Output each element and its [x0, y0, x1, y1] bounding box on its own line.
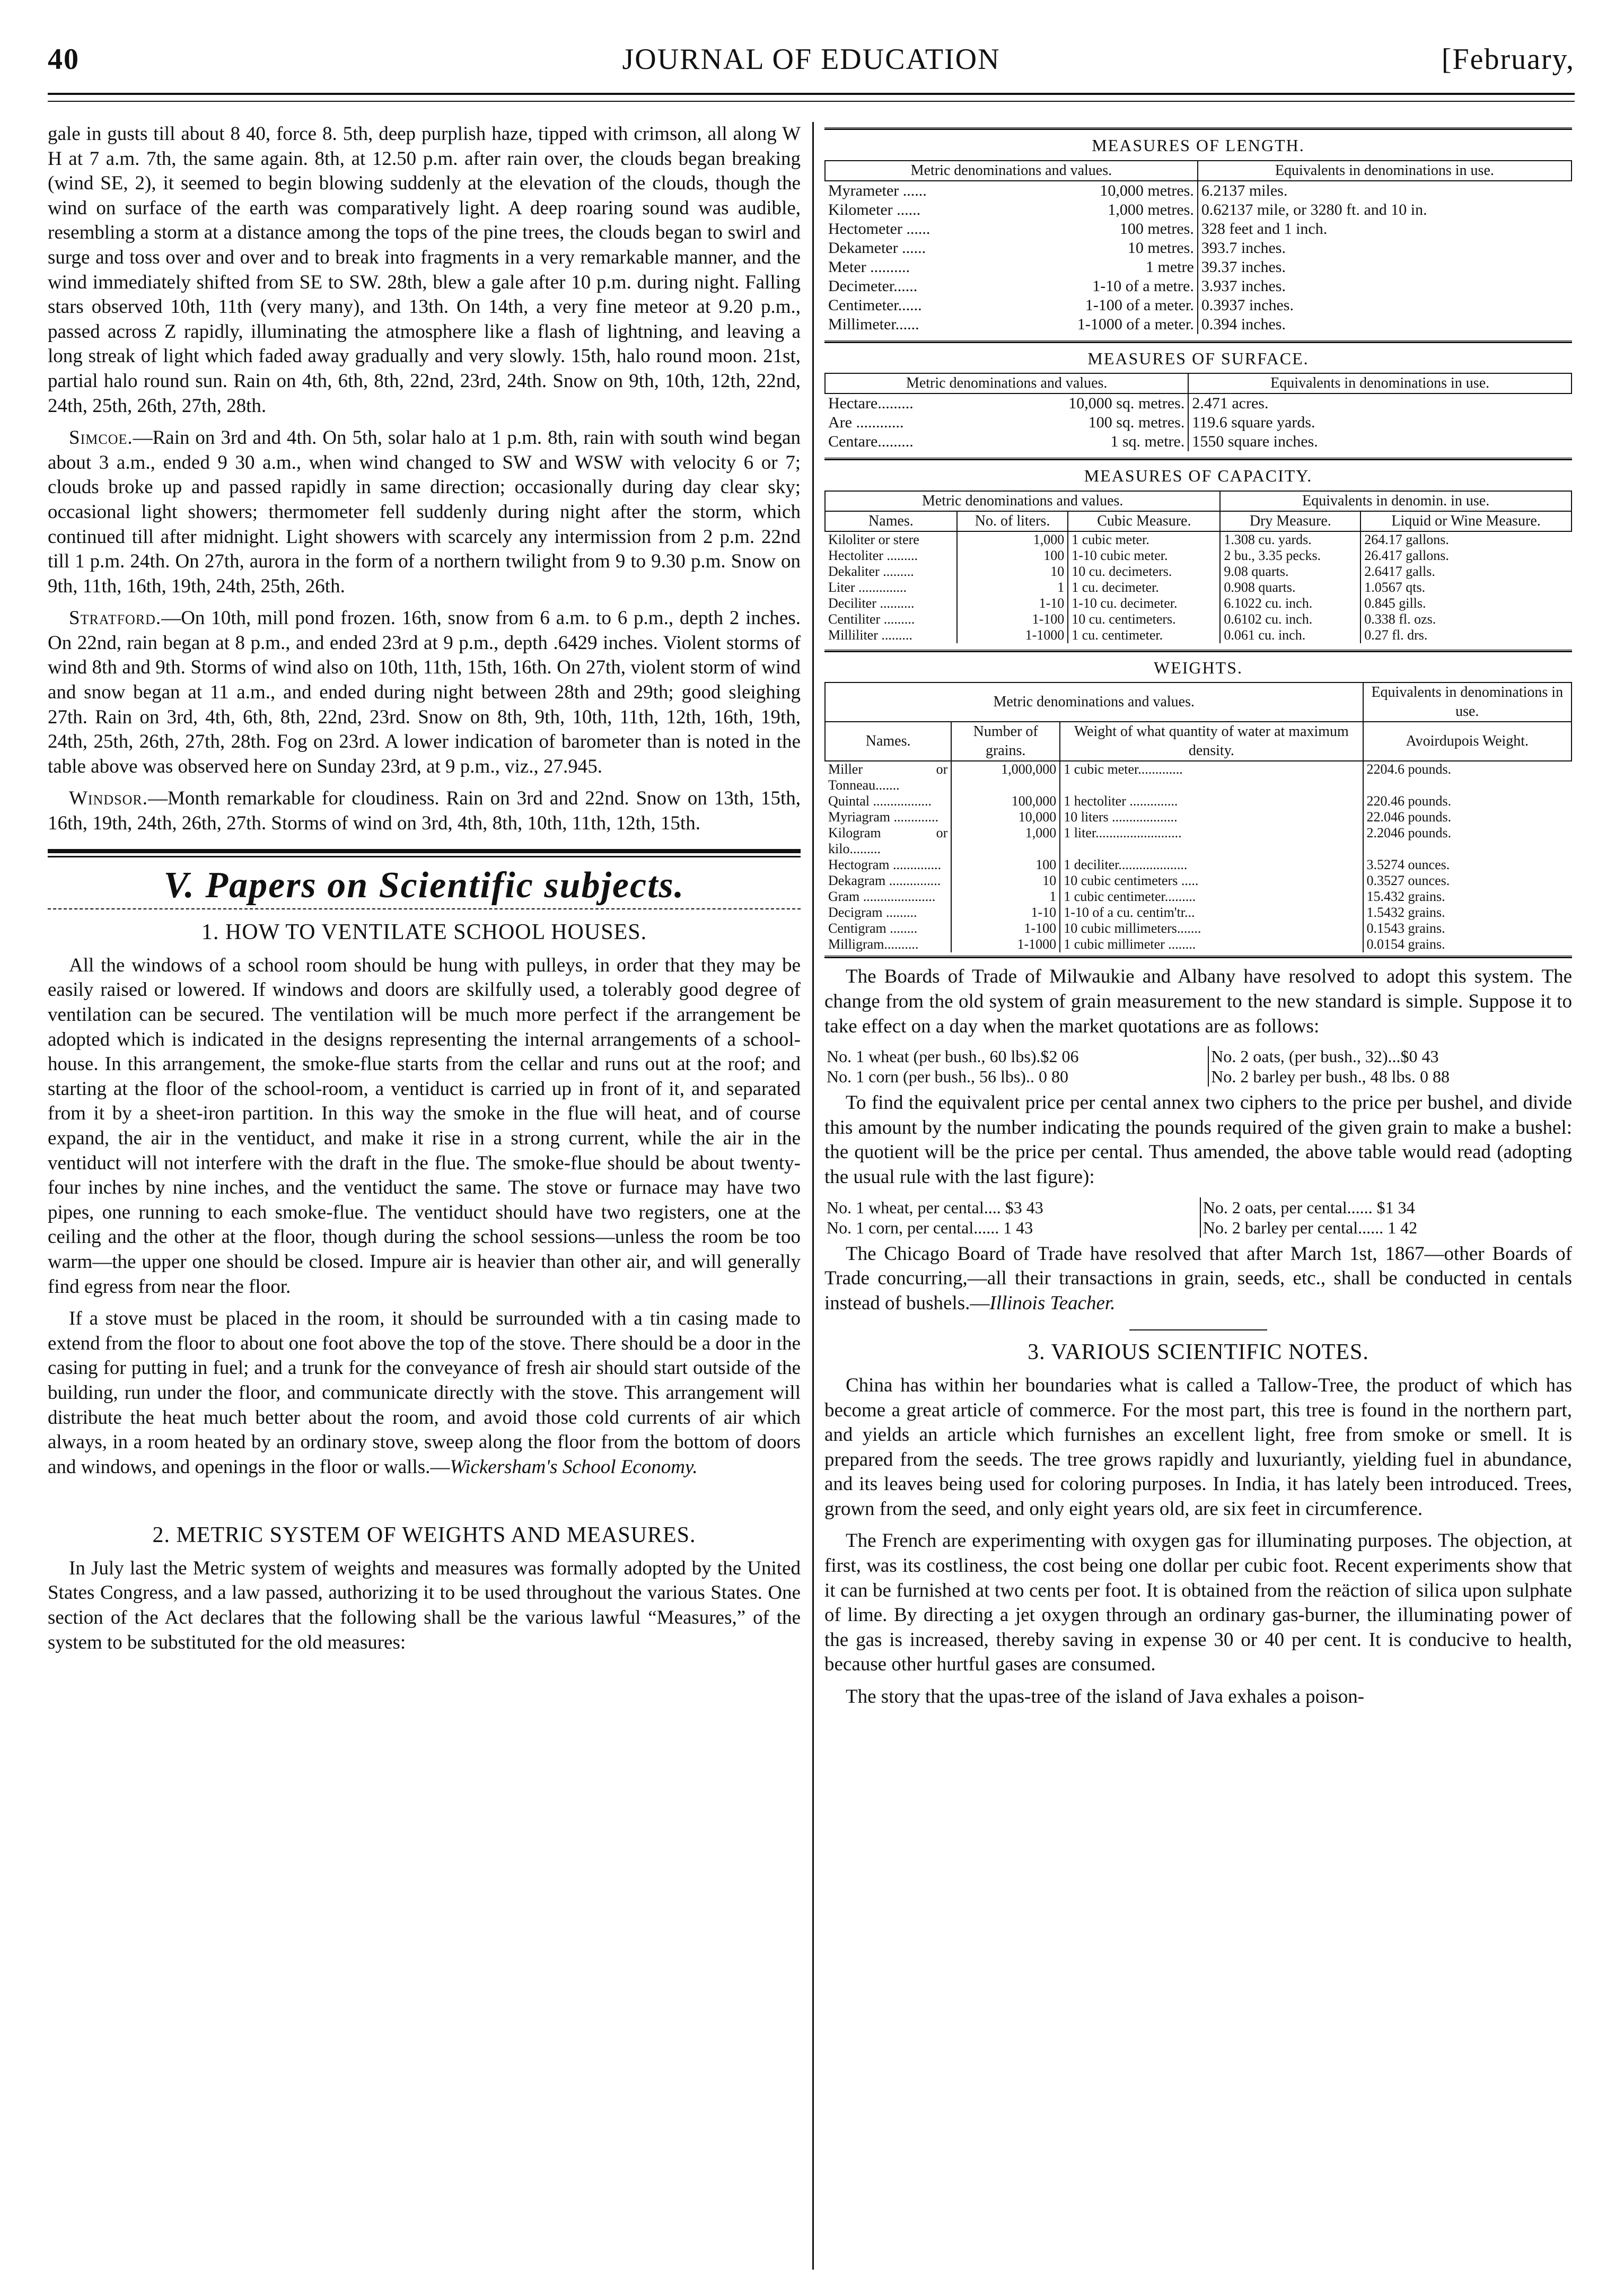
right-column — [824, 122, 1572, 1717]
length-unit-equivalent: 0.394 inches. — [1198, 315, 1572, 334]
surface-table — [824, 373, 1572, 451]
quotation-right: No. 2 oats, (per bush., 32)...$0 43 — [1208, 1046, 1572, 1066]
quotation-left: No. 1 corn, per cental...... 1 43 — [827, 1218, 1033, 1237]
weights-cell: 10,000 — [951, 809, 1060, 825]
surface-unit-name: Hectare......... — [828, 395, 914, 413]
stratford-text: —On 10th, mill pond frozen. 16th, snow from 6 a.m. to 6 p.m., depth 2 inches. On 22nd, rain began at 8 p.m., and ended 23rd at 9 p.m., depth .6429 inches. Violent storms of wind 8th and 9th. Storms of wind also on 10th, 11th, 15th, 16th. On 27th, violent storm of wind and snow began at 11 a.m., and ended during night between 28th and 29th; good sleighing 27th. Rain on 3rd, 4th, 6th, 8th, 22nd, 23rd. Snow on 8th, 9th, 10th, 11th, 12th, 16th, 19th, 24th, 25th, 26th, 27th, 28th. Fog on 23rd. A lower indication of barometer than is noted in the table above was observed here on Sunday 23rd, at 9 p.m., viz., 27.945. — [48, 607, 801, 777]
table-row — [825, 627, 1572, 643]
simcoe-paragraph — [48, 426, 801, 599]
length-unit-equivalent: 0.62137 mile, or 3280 ft. and 10 in. — [1198, 200, 1572, 220]
weights-cell: Quintal ................. — [828, 793, 932, 809]
weights-cell: Miller or Tonneau....... — [828, 761, 948, 793]
table-row — [825, 825, 1572, 857]
simcoe-label: Simcoe. — [69, 427, 133, 449]
length-header-equiv: Equivalents in denominations in use. — [1198, 161, 1572, 181]
length-unit-name: Meter .......... — [828, 258, 910, 276]
weights-column-header: Names. — [825, 722, 951, 761]
table-row — [825, 296, 1572, 315]
weights-table — [824, 682, 1572, 952]
stratford-label: Stratford. — [69, 607, 162, 629]
capacity-cell: Dekaliter ......... — [828, 563, 914, 579]
table-row — [825, 220, 1572, 239]
length-unit-name: Centimeter...... — [828, 296, 922, 314]
length-table — [824, 160, 1572, 334]
capacity-column-header: No. of liters. — [957, 511, 1068, 531]
capacity-cell: 0.6102 cu. inch. — [1220, 611, 1360, 627]
surface-unit-equivalent: 1550 square inches. — [1188, 432, 1572, 451]
surface-unit-value: 10,000 sq. metres. — [1068, 395, 1185, 413]
capacity-table-block — [824, 458, 1572, 643]
article-2-title: 2. METRIC SYSTEM OF WEIGHTS AND MEASURES. — [152, 1523, 696, 1548]
weights-cell: 100 — [951, 857, 1060, 873]
table-row — [825, 793, 1572, 809]
surface-table-block — [824, 340, 1572, 452]
article-3-paragraph: The story that the upas-tree of the island of Java exhales a poison- — [846, 1686, 1365, 1708]
weights-cell: Myriagram ............. — [828, 809, 938, 825]
capacity-cell: 1-10 cubic meter. — [1068, 548, 1220, 564]
weights-cell: 10 cubic centimeters ..... — [1060, 873, 1363, 889]
weights-cell: 2.2046 pounds. — [1363, 825, 1572, 857]
surface-header-metric: Metric denominations and values. — [825, 373, 1188, 393]
capacity-cell: 1 cubic meter. — [1068, 531, 1220, 548]
chicago-paragraph — [824, 1242, 1572, 1316]
weights-cell: 0.1543 grains. — [1363, 921, 1572, 936]
table-row — [825, 809, 1572, 825]
article-2-paragraph: In July last the Metric system of weights and measures was formally adopted by the United States Congress, and a law passed, authorizing it to be used throughout the various States. One section of the Act declares that the following shall be the various lawful “Measures,” of the system to be substituted for the old measures: — [48, 1557, 801, 1653]
surface-unit-equivalent: 119.6 square yards. — [1188, 413, 1572, 432]
length-unit-name: Hectometer ...... — [828, 220, 930, 238]
table-row — [825, 239, 1572, 258]
section-divider — [48, 849, 801, 857]
weights-cell: 1-10 of a cu. centim'tr... — [1060, 905, 1363, 921]
weights-cell: 1-100 — [951, 921, 1060, 936]
capacity-cell: Milliliter ......... — [828, 627, 912, 643]
table-row — [825, 548, 1572, 564]
weights-cell: 1-1000 — [951, 936, 1060, 952]
capacity-title: MEASURES OF CAPACITY. — [1084, 466, 1313, 486]
table-row — [825, 580, 1572, 596]
length-unit-value: 100 metres. — [1119, 220, 1194, 238]
capacity-cell: 10 cu. decimeters. — [1068, 564, 1220, 580]
weights-cell: 3.5274 ounces. — [1363, 857, 1572, 873]
length-unit-value: 10,000 metres. — [1100, 181, 1194, 199]
capacity-cell: Liter .............. — [828, 579, 907, 595]
surface-unit-value: 1 sq. metre. — [1110, 433, 1185, 451]
length-table-block — [824, 127, 1572, 334]
windsor-label: Windsor. — [69, 787, 148, 810]
weights-cell: Hectogram .............. — [828, 857, 942, 873]
article-divider — [1129, 1329, 1267, 1330]
weights-column-header: Weight of what quantity of water at maximum density. — [1060, 722, 1363, 761]
length-unit-equivalent: 0.3937 inches. — [1198, 296, 1572, 315]
article-1-paragraph — [48, 1307, 801, 1479]
weights-cell: 10 cubic millimeters....... — [1060, 921, 1363, 936]
windsor-paragraph — [48, 786, 801, 836]
wavy-divider — [48, 908, 801, 909]
capacity-cell: 2 bu., 3.35 pecks. — [1220, 548, 1360, 564]
capacity-cell: 1 — [957, 580, 1068, 596]
length-header-metric: Metric denominations and values. — [825, 161, 1198, 181]
table-row — [825, 315, 1572, 334]
weights-cell: Gram ..................... — [828, 889, 936, 905]
article-1-title: 1. HOW TO VENTILATE SCHOOL HOUSES. — [201, 920, 647, 945]
capacity-cell: 9.08 quarts. — [1220, 564, 1360, 580]
table-row — [825, 873, 1572, 889]
capacity-cell: 0.338 fl. ozs. — [1360, 611, 1572, 627]
header-rule-thin — [48, 101, 1575, 102]
capacity-cell: 6.1022 cu. inch. — [1220, 596, 1360, 611]
weights-cell: 1 cubic meter............. — [1060, 761, 1363, 793]
capacity-column-header: Cubic Measure. — [1068, 511, 1220, 531]
weights-cell: 220.46 pounds. — [1363, 793, 1572, 809]
surface-unit-name: Are ............ — [828, 414, 904, 432]
table-row — [825, 200, 1572, 220]
journal-title: JOURNAL OF EDUCATION — [622, 43, 1000, 76]
capacity-cell: 1-10 — [957, 596, 1068, 611]
surface-unit-name: Centare......... — [828, 433, 914, 451]
capacity-cell: 1-10 cu. decimeter. — [1068, 596, 1220, 611]
length-unit-value: 1,000 metres. — [1108, 200, 1194, 218]
capacity-cell: 1 cu. decimeter. — [1068, 580, 1220, 596]
capacity-column-header: Liquid or Wine Measure. — [1360, 511, 1572, 531]
quotation-right: No. 2 barley per bush., 48 lbs. 0 88 — [1208, 1066, 1572, 1087]
weights-column-header: Avoirdupois Weight. — [1363, 722, 1572, 761]
weights-cell: Dekagram ............... — [828, 873, 941, 889]
page-number: 40 — [48, 43, 80, 76]
length-unit-name: Millimeter...... — [828, 315, 919, 333]
table-row — [825, 889, 1572, 905]
weights-cell: Kilogram or kilo......... — [828, 825, 948, 857]
length-unit-equivalent: 39.37 inches. — [1198, 258, 1572, 277]
article-3-title: 3. VARIOUS SCIENTIFIC NOTES. — [1028, 1340, 1369, 1365]
capacity-cell: 0.845 gills. — [1360, 596, 1572, 611]
issue-month: [February, — [1441, 43, 1575, 76]
surface-header-equiv: Equivalents in denominations in use. — [1188, 373, 1572, 393]
capacity-cell: Kiloliter or stere — [828, 531, 919, 547]
quotation-row — [824, 1066, 1572, 1087]
weights-table-block — [824, 650, 1572, 959]
weights-title: WEIGHTS. — [1154, 658, 1243, 677]
length-unit-equivalent: 6.2137 miles. — [1198, 181, 1572, 200]
table-row — [825, 857, 1572, 873]
quotation-left: No. 1 wheat, per cental.... $3 43 — [827, 1197, 1043, 1217]
boards-paragraph: The Boards of Trade of Milwaukie and Albany have resolved to adopt this system. The change from the old system of grain measurement to the new standard is simple. Suppose it to take effect on a day when the market quotations are as follows: — [824, 966, 1572, 1037]
weights-cell: Milligram.......... — [828, 936, 919, 952]
capacity-table — [824, 491, 1572, 643]
weights-cell: 0.3527 ounces. — [1363, 873, 1572, 889]
quotation-left: No. 1 corn (per bush., 56 lbs).. 0 80 — [827, 1067, 1068, 1087]
table-row — [825, 611, 1572, 627]
table-row — [825, 936, 1572, 952]
weights-cell: 1.5432 grains. — [1363, 905, 1572, 921]
weights-cell: 2204.6 pounds. — [1363, 761, 1572, 793]
table-row — [825, 921, 1572, 936]
article-1-source: Wickersham's School Economy. — [450, 1456, 698, 1478]
weights-cell: 1 cubic millimeter ........ — [1060, 936, 1363, 952]
table-row — [825, 181, 1572, 200]
length-unit-equivalent: 393.7 inches. — [1198, 239, 1572, 258]
table-row — [825, 905, 1572, 921]
capacity-cell: 0.27 fl. drs. — [1360, 627, 1572, 643]
length-unit-value: 10 metres. — [1127, 239, 1194, 257]
article-3-paragraph: China has within her boundaries what is called a Tallow-Tree, the product of which has become a great article of commerce. For the most part, this tree is found in the northern part, and yields an article which furnishes an excellent light, free from smoke or smell. It is prepared from the seeds. The tree grows rapidly and luxuriantly, yielding fuel in abundance, and its leaves being used for coloring purposes. In India, it has lately been introduced. Trees, grown from the seed, and only eight years old, are six feet in circumference. — [824, 1374, 1572, 1520]
surface-unit-value: 100 sq. metres. — [1088, 414, 1185, 432]
weights-cell: 1 — [951, 889, 1060, 905]
table-row — [825, 761, 1572, 793]
length-unit-name: Kilometer ...... — [828, 200, 921, 218]
length-unit-name: Dekameter ...... — [828, 239, 926, 257]
page-header — [48, 37, 1575, 80]
weights-cell: 22.046 pounds. — [1363, 809, 1572, 825]
quotation-left: No. 1 wheat (per bush., 60 lbs).$2 06 — [827, 1047, 1079, 1066]
article-1-text: If a stove must be placed in the room, it should be surrounded with a tin casing made to extend from the floor to about one foot above the top of the stove. There should be a door in the casing for putting in fuel; and a trunk for the conveyance of fresh air should start outside of the building, run under the floor, and communicate directly with the stove. This arrangement will distribute the heat much better about the room, and avoid those cold currents of air which always, in a room heated by an ordinary stove, sweep along the floor from the bottom of doors and windows, and openings in the floor or walls.— — [48, 1308, 801, 1478]
capacity-cell: Deciliter .......... — [828, 595, 915, 611]
table-row — [825, 393, 1572, 413]
weights-cell: 10 — [951, 873, 1060, 889]
capacity-cell: 2.6417 galls. — [1360, 564, 1572, 580]
capacity-column-header: Dry Measure. — [1220, 511, 1360, 531]
cental-paragraph: To find the equivalent price per cental annex two ciphers to the price per bushel, and divide this amount by the number indicating the pounds required of the given grain to make a bushel: the quotient will be the price per cental. Thus amended, the above table would read (adopting the usual rule with the last figure): — [824, 1092, 1572, 1188]
surface-title: MEASURES OF SURFACE. — [1087, 348, 1309, 368]
weights-cell: 1,000,000 — [951, 761, 1060, 793]
article-1-paragraph: All the windows of a school room should be hung with pulleys, in order that they may be easily raised or lowered. If windows and doors are skilfully used, a tolerably good degree of ventilation can be secured. The ventilation will be much more perfect if the arrangement be adopted which is indicated in the designs representing the internal arrangements of a school-house. In this arrangement, the smoke-flue starts from the cellar and runs out at the roof; and starting at the floor of the school-room, a ventiduct is carried up in front of it, and separated from it by a sheet-iron partition. In this way the smoke in the flue will heat, and of course expand, the air in the ventiduct, and make it rise in a strong current, while the air in the ventiduct will not interfere with the draft in the flue. The smoke-flue should be about twenty-four inches by nine inches, and the ventiduct the same. The stove or furnace may have two pipes, one running to each smoke-flue. The ventiduct should have two registers, one at the ceiling and the other at the floor, though during the school sessions—unless the room be too warm—the upper one should be closed. Impure air is heavier than other air, and will generally find egress from near the floor. — [48, 954, 801, 1298]
capacity-cell: 100 — [957, 548, 1068, 564]
capacity-header-equiv: Equivalents in denomin. in use. — [1220, 491, 1572, 511]
length-title: MEASURES OF LENGTH. — [1092, 136, 1305, 155]
capacity-cell: 1.0567 qts. — [1360, 580, 1572, 596]
weights-cell: 1-10 — [951, 905, 1060, 921]
weights-cell: 100,000 — [951, 793, 1060, 809]
length-unit-equivalent: 328 feet and 1 inch. — [1198, 220, 1572, 239]
length-unit-value: 1-1000 of a meter. — [1077, 315, 1194, 333]
length-unit-value: 1-10 of a metre. — [1092, 277, 1194, 295]
column-divider — [812, 122, 814, 2270]
capacity-column-header: Names. — [825, 511, 957, 531]
quotation-right: No. 2 oats, per cental...... $1 34 — [1200, 1197, 1572, 1218]
simcoe-text: —Rain on 3rd and 4th. On 5th, solar halo at 1 p.m. 8th, rain with south wind began about 3 a.m., ended 9 30 a.m., when wind changed to SW and WSW with velocity 6 or 7; clouds broke up and passed rapidly in same direction; occasionally during day clear sky; occasional light showers; thermometer fell suddenly during night after the storm, which continued till after midnight. Light showers with scarcely any intermission from 2 p.m. 22nd till 1 p.m. 24th. On 27th, aurora in the form of a northern twilight from 9 to 9.30 p.m. Snow on 9th, 11th, 16th, 19th, 24th, 25th, 26th. — [48, 427, 801, 597]
weights-cell: 1 liter......................... — [1060, 825, 1363, 857]
header-rule — [48, 93, 1575, 95]
capacity-cell: 264.17 gallons. — [1360, 531, 1572, 548]
capacity-cell: 1-100 — [957, 611, 1068, 627]
section-heading: V. Papers on Scientific subjects. — [163, 864, 685, 906]
capacity-cell: 0.061 cu. inch. — [1220, 627, 1360, 643]
windsor-text: —Month remarkable for cloudiness. Rain on 3rd and 22nd. Snow on 13th, 15th, 16th, 19th, 24th, 26th, 27th. Storms of wind on 3rd, 4th, 8th, 10th, 11th, 12th, 15th. — [48, 787, 801, 835]
table-row — [825, 258, 1572, 277]
quotation-row — [824, 1197, 1572, 1218]
capacity-cell: Hectoliter ......... — [828, 547, 918, 563]
weights-cell: 0.0154 grains. — [1363, 936, 1572, 952]
length-unit-equivalent: 3.937 inches. — [1198, 277, 1572, 296]
weights-cell: Centigram ........ — [828, 921, 918, 936]
length-unit-value: 1-100 of a meter. — [1085, 296, 1194, 314]
weights-cell: 1 deciliter.................... — [1060, 857, 1363, 873]
table-row — [825, 277, 1572, 296]
cental-quotations-table — [824, 1197, 1572, 1238]
table-row — [825, 413, 1572, 432]
capacity-cell: 10 cu. centimeters. — [1068, 611, 1220, 627]
surface-unit-equivalent: 2.471 acres. — [1188, 393, 1572, 413]
weights-cell: 1,000 — [951, 825, 1060, 857]
capacity-cell: 10 — [957, 564, 1068, 580]
weights-column-header: Number of grains. — [951, 722, 1060, 761]
chicago-text: The Chicago Board of Trade have resolved that after March 1st, 1867—other Boards of Trade concurring,—all their transactions in grain, seeds, etc., shall be conducted in centals instead of bushels.— — [824, 1242, 1572, 1314]
weights-cell: 1 hectoliter .............. — [1060, 793, 1363, 809]
quotation-row — [824, 1046, 1572, 1066]
article-3-paragraph: The French are experimenting with oxygen gas for illuminating purposes. The objection, at first, was its costliness, the cost being one dollar per cubic foot. Recent experiments show that it can be furnished at two cents per foot. It is obtained from the reäction of silica upon sulphate of lime. By directing a jet oxygen through an ordinary gas-burner, the illuminating power of the gas is increased, thereby saving in expense 30 or 40 per cent. It is conducive to health, because other hurtful gases are consumed. — [824, 1530, 1572, 1676]
stratford-paragraph — [48, 606, 801, 779]
table-row — [825, 596, 1572, 611]
capacity-header-metric: Metric denominations and values. — [825, 491, 1220, 511]
weather-continued: gale in gusts till about 8 40, force 8. 5th, deep purplish haze, tipped with crimson, all along W H at 7 a.m. 7th, the same again. 8th, at 12.50 p.m. after rain over, the clouds began breaking (wind SE, 2), it seemed to begin blowing suddenly at the elevation of the clouds, though the wind on surface of the earth was comparatively light. A deep roaring sound was audible, resembling a storm at a distance among the tops of the pine trees, the clouds began to swirl and surge and toss over and over and to break into fragments in a very remarkable manner, and the wind immediately shifted from SE to SW. 28th, blew a gale after 10 p.m. during night. Falling stars observed 10th, 11th (very many), and 13th. On 14th, a very fine meteor at 9.20 p.m., passed across Z rapidly, illuminating the atmosphere like a flash of lightning, and leaving a long streak of light which faded away gradually and very slowly. 15th, halo round moon. 21st, partial halo round sun. Rain on 4th, 6th, 8th, 22nd, 23rd, 24th. Snow on 9th, 10th, 12th, 22nd, 24th, 25th, 26th, 27th, 28th. — [48, 123, 801, 417]
length-unit-name: Decimeter...... — [828, 277, 918, 295]
weights-header-equiv: Equivalents in denominations in use. — [1363, 682, 1572, 722]
chicago-source: Illinois Teacher. — [989, 1292, 1116, 1314]
weights-cell: 1 cubic centimeter......... — [1060, 889, 1363, 905]
capacity-cell: 1.308 cu. yards. — [1220, 531, 1360, 548]
table-row — [825, 432, 1572, 451]
capacity-cell: 26.417 gallons. — [1360, 548, 1572, 564]
table-row — [825, 564, 1572, 580]
capacity-cell: 1,000 — [957, 531, 1068, 548]
weights-header-metric: Metric denominations and values. — [825, 682, 1363, 722]
capacity-cell: 1 cu. centimeter. — [1068, 627, 1220, 643]
quotation-right: No. 2 barley per cental...... 1 42 — [1200, 1218, 1572, 1238]
capacity-cell: Centiliter ......... — [828, 611, 915, 627]
quotation-row — [824, 1218, 1572, 1238]
capacity-cell: 0.908 quarts. — [1220, 580, 1360, 596]
quotations-table — [824, 1046, 1572, 1087]
table-row — [825, 531, 1572, 548]
weights-cell: 10 liters ................... — [1060, 809, 1363, 825]
weights-cell: Decigram ......... — [828, 905, 917, 921]
length-unit-name: Myrameter ...... — [828, 181, 927, 199]
length-unit-value: 1 metre — [1146, 258, 1194, 276]
left-column — [48, 122, 801, 1662]
capacity-cell: 1-1000 — [957, 627, 1068, 643]
weights-cell: 15.432 grains. — [1363, 889, 1572, 905]
